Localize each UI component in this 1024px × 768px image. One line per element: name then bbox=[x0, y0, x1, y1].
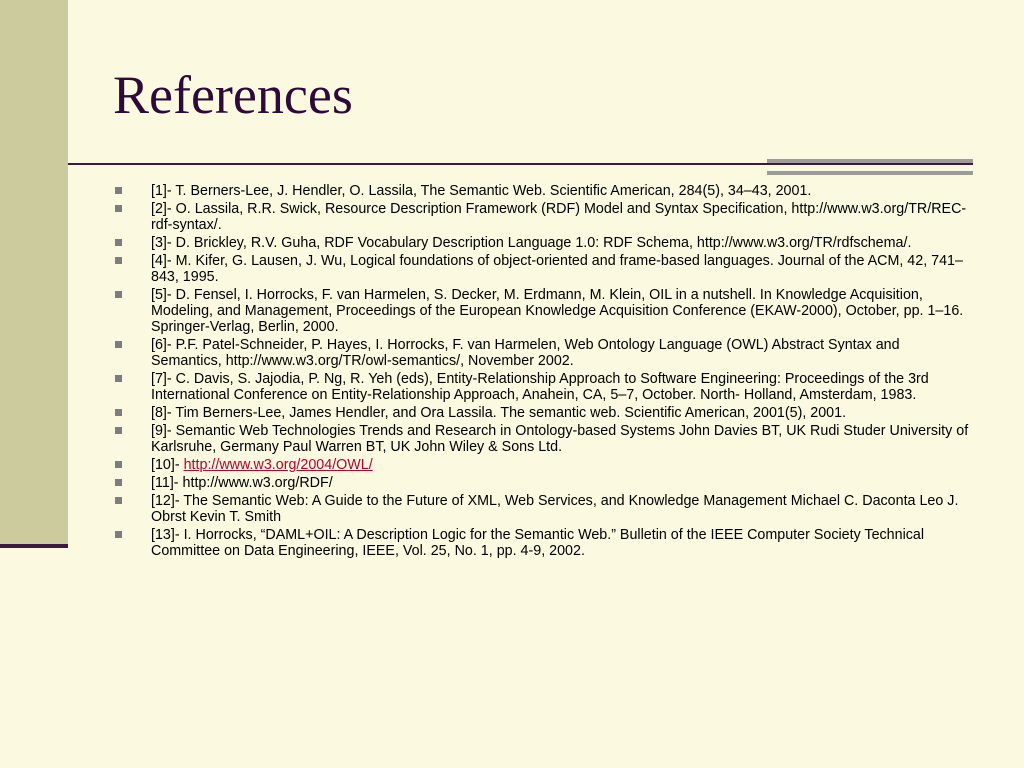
square-bullet-icon bbox=[115, 427, 122, 434]
owl-link[interactable]: http://www.w3.org/2004/OWL/ bbox=[183, 457, 373, 473]
reference-text: [9]- Semantic Web Technologies Trends and Research in Ontology-based Systems John Davies BT, UK Rudi Studer University of Karlsruhe, Germany Paul Warren BT, UK John Wiley & Sons Ltd. bbox=[151, 423, 969, 455]
square-bullet-icon bbox=[115, 341, 122, 348]
reference-item-11 bbox=[113, 475, 973, 491]
reference-item-2 bbox=[113, 201, 973, 233]
title-rule-accent-bottom bbox=[767, 171, 973, 175]
reference-text: [1]- T. Berners-Lee, J. Hendler, O. Lassila, The Semantic Web. Scientific American, 284(5), 34–43, 2001. bbox=[151, 183, 812, 199]
square-bullet-icon bbox=[115, 291, 122, 298]
reference-item-13 bbox=[113, 527, 973, 559]
reference-item-6 bbox=[113, 337, 973, 369]
reference-text: [7]- C. Davis, S. Jajodia, P. Ng, R. Yeh (eds), Entity-Relationship Approach to Software Engineering: Proceedings of the 3rd International Conference on Entity-Relationship Approach, Anahein, CA, 5–7, October. North- Holland, Amsterdam, 1983. bbox=[151, 371, 929, 403]
reference-text: [5]- D. Fensel, I. Horrocks, F. van Harmelen, S. Decker, M. Erdmann, M. Klein, OIL in a nutshell. In Knowledge Acquisition, Modeling, and Management, Proceedings of the European Knowledge Acquisition Conference (EKAW-2000), October, pp. 1–16. Springer-Verlag, Berlin, 2000. bbox=[151, 287, 964, 335]
reference-text: [6]- P.F. Patel-Schneider, P. Hayes, I. Horrocks, F. van Harmelen, Web Ontology Language (OWL) Abstract Syntax and Semantics, http://www.w3.org/TR/owl-semantics/, November 2002. bbox=[151, 337, 900, 369]
reference-text: [11]- http://www.w3.org/RDF/ bbox=[151, 475, 333, 491]
reference-item-8 bbox=[113, 405, 973, 421]
square-bullet-icon bbox=[115, 375, 122, 382]
reference-item-7 bbox=[113, 371, 973, 403]
square-bullet-icon bbox=[115, 205, 122, 212]
square-bullet-icon bbox=[115, 461, 122, 468]
reference-text: [13]- I. Horrocks, “DAML+OIL: A Description Logic for the Semantic Web.” Bulletin of the IEEE Computer Society Technical Committee on Data Engineering, IEEE, Vol. 25, No. 1, pp. 4-9, 2002. bbox=[151, 527, 925, 559]
reference-text: [3]- D. Brickley, R.V. Guha, RDF Vocabulary Description Language 1.0: RDF Schema, http://www.w3.org/TR/rdfschema/. bbox=[151, 235, 912, 251]
reference-text: [2]- O. Lassila, R.R. Swick, Resource Description Framework (RDF) Model and Syntax Specification, http://www.w3.org/TR/REC-rdf-syntax/. bbox=[151, 201, 967, 233]
reference-item-5 bbox=[113, 287, 973, 335]
reference-prefix: [10]- bbox=[151, 457, 184, 473]
square-bullet-icon bbox=[115, 531, 122, 538]
reference-text: [8]- Tim Berners-Lee, James Hendler, and Ora Lassila. The semantic web. Scientific American, 2001(5), 2001. bbox=[151, 405, 847, 421]
square-bullet-icon bbox=[115, 187, 122, 194]
square-bullet-icon bbox=[115, 257, 122, 264]
left-decorative-bar bbox=[0, 0, 68, 548]
reference-item-1 bbox=[113, 183, 973, 199]
title-rule bbox=[68, 163, 973, 165]
reference-item-9 bbox=[113, 423, 973, 455]
slide-title: References bbox=[113, 65, 353, 125]
reference-text: [12]- The Semantic Web: A Guide to the Future of XML, Web Services, and Knowledge Management Michael C. Daconta Leo J. Obrst Kevin T. Smith bbox=[151, 493, 959, 525]
square-bullet-icon bbox=[115, 239, 122, 246]
reference-list bbox=[113, 183, 973, 561]
square-bullet-icon bbox=[115, 409, 122, 416]
reference-text: [4]- M. Kifer, G. Lausen, J. Wu, Logical foundations of object-oriented and frame-based languages. Journal of the ACM, 42, 741–843, 1995. bbox=[151, 253, 963, 285]
square-bullet-icon bbox=[115, 479, 122, 486]
reference-item-10 bbox=[113, 457, 973, 473]
reference-item-4 bbox=[113, 253, 973, 285]
left-bar-underline bbox=[0, 544, 68, 548]
reference-item-3 bbox=[113, 235, 973, 251]
reference-item-12 bbox=[113, 493, 973, 525]
square-bullet-icon bbox=[115, 497, 122, 504]
